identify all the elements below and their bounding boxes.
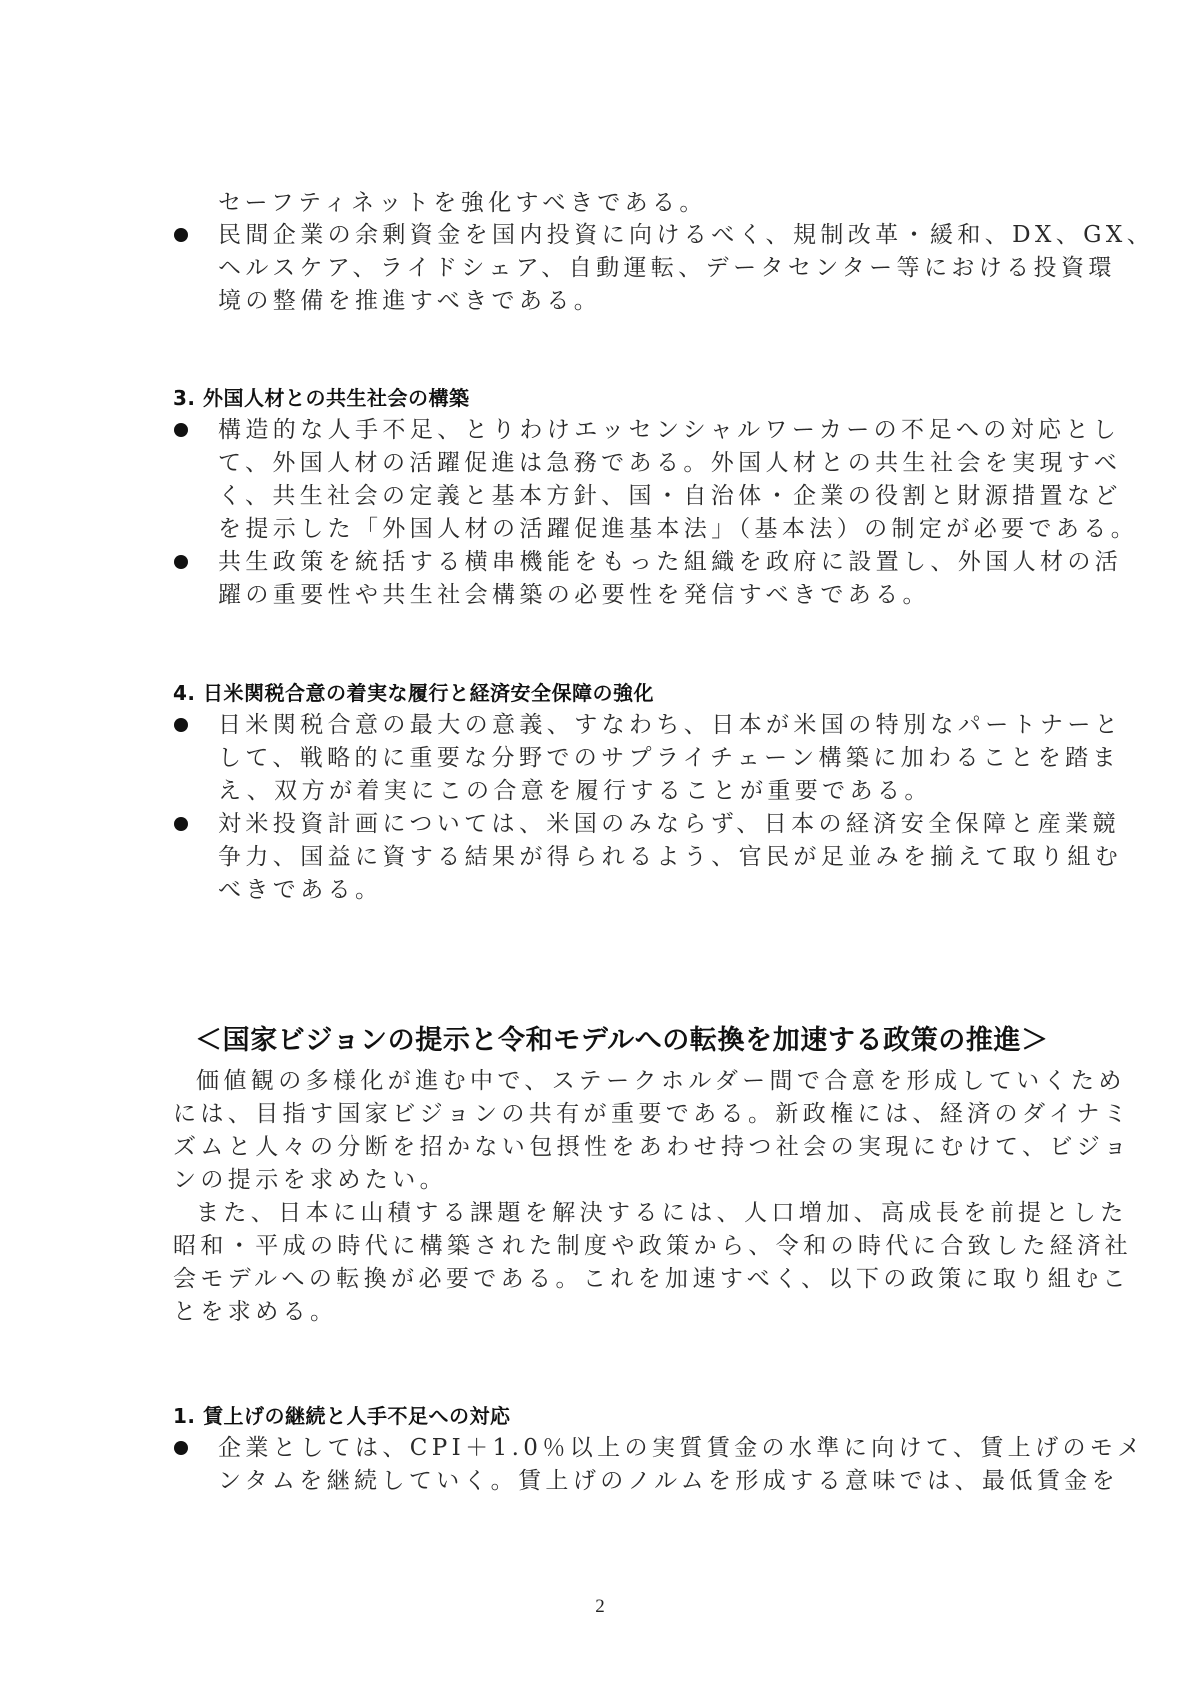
bullet-text-line: 対米投資計画については、米国のみならず、日本の経済安全保障と産業競 (218, 811, 1120, 837)
bullet-text-line: く、共生社会の定義と基本方針、国・自治体・企業の役割と財源措置など (218, 483, 1122, 509)
bullet-icon (174, 555, 188, 569)
bullet-icon (174, 228, 188, 242)
paragraph-line: 価値観の多様化が進む中で、ステークホルダー間で合意を形成していくため (196, 1068, 1126, 1094)
bullet-text-line: 企業としては、CPI＋1.0％以上の実質賃金の水準に向けて、賃上げのモメ (218, 1435, 1145, 1461)
bullet-text-line: 構造的な人手不足、とりわけエッセンシャルワーカーの不足への対応とし (218, 417, 1121, 443)
bullet-text-line: 争力、国益に資する結果が得られるよう、官民が足並みを揃えて取り組む (218, 844, 1123, 870)
paragraph-line: 会モデルへの転換が必要である。これを加速すべく、以下の政策に取り組むこ (173, 1266, 1130, 1292)
bullet-text-line: ヘルスケア、ライドシェア、自動運転、データセンター等における投資環 (218, 255, 1116, 281)
bullet-icon (174, 423, 188, 437)
bullet-text-line: え、双方が着実にこの合意を履行することが重要である。 (218, 778, 932, 804)
section-heading-3: 3. 外国人材との共生社会の構築 (173, 386, 470, 410)
bullet-icon (174, 817, 188, 831)
bullet-text-line: 共生政策を統括する横串機能をもった組織を政府に設置し、外国人材の活 (218, 549, 1123, 575)
section-heading-4: 4. 日米関税合意の着実な履行と経済安全保障の強化 (173, 681, 654, 705)
bullet-text-line: ンタムを継続していく。賃上げのノルムを形成する意味では、最低賃金を (218, 1468, 1119, 1494)
bullet-text-line: 躍の重要性や共生社会構築の必要性を発信すべきである。 (218, 582, 930, 608)
bullet-text-line: 境の整備を推進すべきである。 (218, 288, 602, 314)
bullet-text-line: を提示した「外国人材の活躍促進基本法」（基本法）の制定が必要である。 (218, 516, 1139, 542)
bullet-text-line: して、戦略的に重要な分野でのサプライチェーン構築に加わることを踏ま (218, 745, 1120, 771)
section-heading-1: 1. 賃上げの継続と人手不足への対応 (173, 1404, 511, 1428)
bullet-icon (174, 1441, 188, 1455)
paragraph-line: には、目指す国家ビジョンの共有が重要である。新政権には、経済のダイナミ (173, 1101, 1132, 1127)
bullet-text-line: 民間企業の余剰資金を国内投資に向けるべく、規制改革・緩和、DX、GX、 (218, 222, 1155, 248)
paragraph-line: ンの提示を求めたい。 (173, 1167, 447, 1193)
bullet-text-line: 日米関税合意の最大の意義、すなわち、日本が米国の特別なパートナーと (218, 712, 1123, 738)
paragraph-line: また、日本に山積する課題を解決するには、人口増加、高成長を前提とした (196, 1200, 1128, 1226)
bullet-text-line: べきである。 (218, 877, 383, 903)
bullet-icon (174, 718, 188, 732)
page-number: 2 (595, 1596, 605, 1617)
bullet-text-line: て、外国人材の活躍促進は急務である。外国人材との共生社会を実現すべ (218, 450, 1122, 476)
paragraph-line: とを求める。 (173, 1299, 338, 1325)
paragraph-line: 昭和・平成の時代に構築された制度や政策から、令和の時代に合致した経済社 (173, 1233, 1132, 1259)
vision-section-title: ＜国家ビジョンの提示と令和モデルへの転換を加速する政策の推進＞ (195, 1025, 1049, 1056)
paragraph-line: ズムと人々の分断を招かない包摂性をあわせ持つ社会の実現にむけて、ビジョ (173, 1134, 1132, 1160)
continuation-line: セーフティネットを強化すべきである。 (218, 190, 707, 216)
